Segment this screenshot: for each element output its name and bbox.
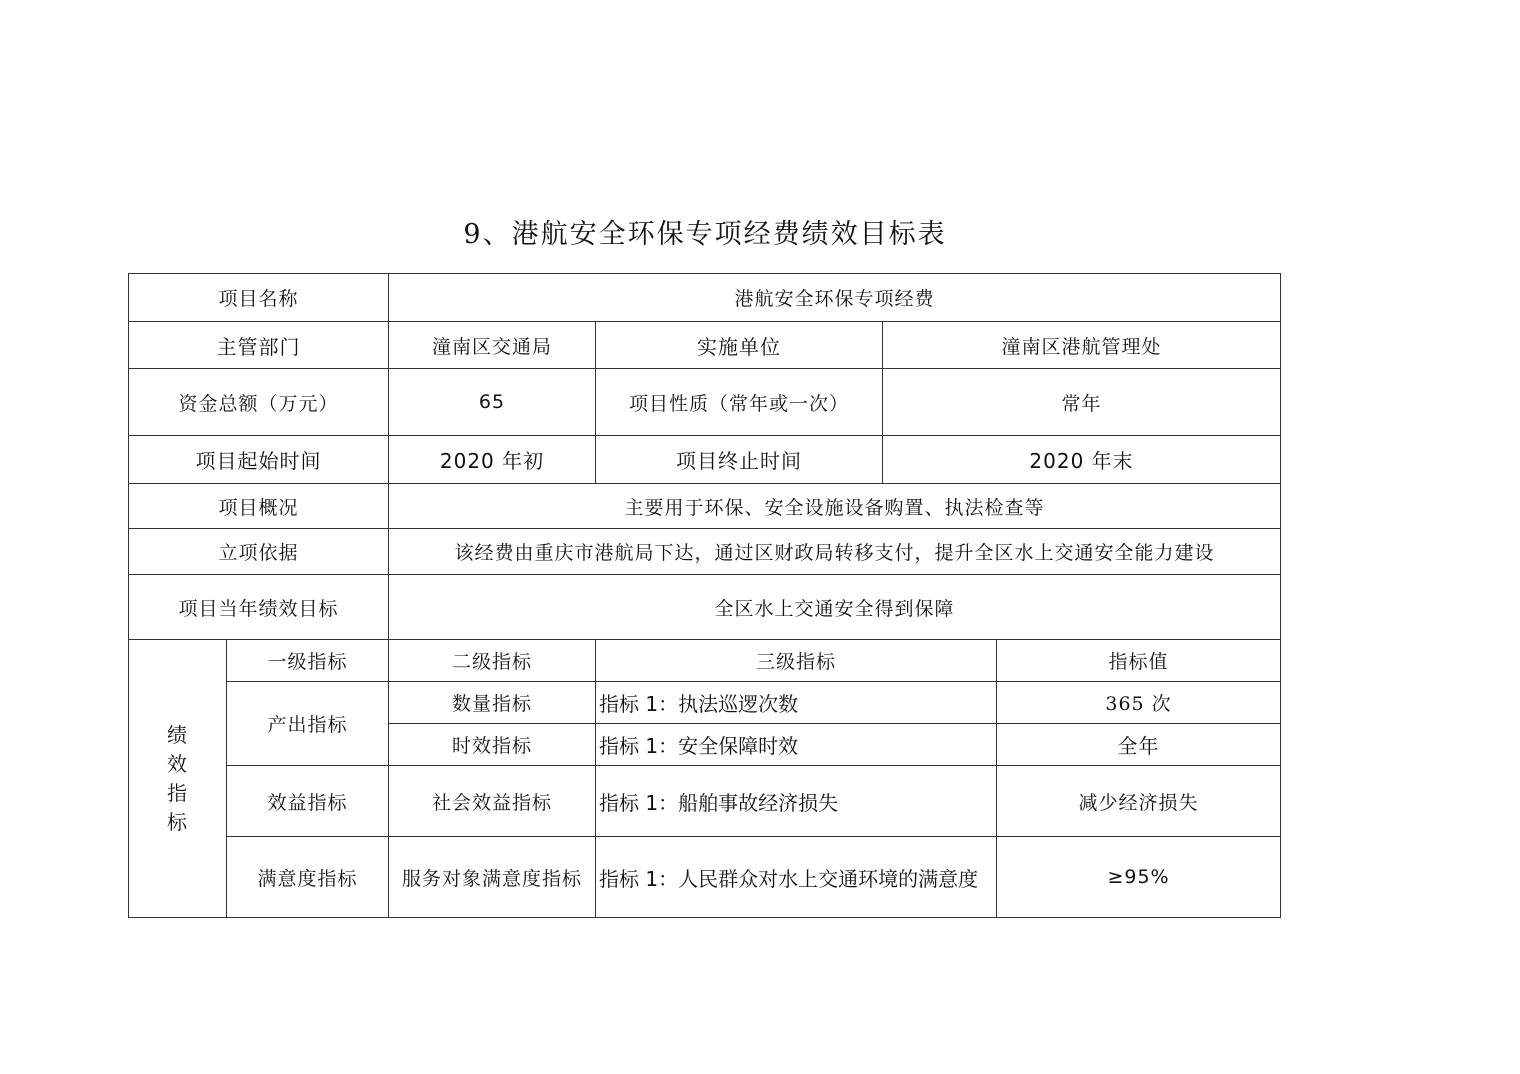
funds-label: 资金总额（万元） [129,369,389,436]
benefit-value: 减少经济损失 [997,766,1281,837]
row-goal [129,575,1281,640]
row-funds [129,369,1281,436]
row-basis [129,529,1281,575]
row-satisfaction [129,837,1281,918]
header-level3: 三级指标 [596,640,997,682]
header-level1: 一级指标 [227,640,389,682]
overview-value: 主要用于环保、安全设施设备购置、执法检查等 [389,484,1281,529]
output-timeliness-level3: 指标 1：安全保障时效 [596,724,997,766]
department-value: 潼南区交通局 [389,322,596,369]
nature-value: 常年 [883,369,1281,436]
row-project-name [129,274,1281,322]
header-level2: 二级指标 [389,640,596,682]
start-time-value: 2020 年初 [389,436,596,484]
start-time-label: 项目起始时间 [129,436,389,484]
page-title: 9、港航安全环保专项经费绩效目标表 [463,219,947,250]
basis-value: 该经费由重庆市港航局下达，通过区财政局转移支付，提升全区水上交通安全能力建设 [389,529,1281,575]
output-indicator-label: 产出指标 [227,682,389,766]
output-timeliness-value: 全年 [997,724,1281,766]
satisfaction-value: ≥95% [997,837,1281,918]
overview-label: 项目概况 [129,484,389,529]
satisfaction-indicator-label: 满意度指标 [227,837,389,918]
row-indicator-headers [129,640,1281,682]
output-timeliness-level2: 时效指标 [389,724,596,766]
section-char: 标 [167,809,188,834]
goal-value: 全区水上交通安全得到保障 [389,575,1281,640]
benefit-level3: 指标 1：船舶事故经济损失 [596,766,997,837]
section-char: 绩 [167,722,188,747]
basis-label: 立项依据 [129,529,389,575]
end-time-label: 项目终止时间 [596,436,883,484]
satisfaction-level2: 服务对象满意度指标 [389,837,596,918]
unit-label: 实施单位 [596,322,883,369]
satisfaction-level3: 指标 1：人民群众对水上交通环境的满意度 [596,837,997,918]
benefit-indicator-label: 效益指标 [227,766,389,837]
row-overview [129,484,1281,529]
row-time [129,436,1281,484]
benefit-level2: 社会效益指标 [389,766,596,837]
unit-value: 潼南区港航管理处 [883,322,1281,369]
header-value: 指标值 [997,640,1281,682]
output-quantity-level3: 指标 1：执法巡逻次数 [596,682,997,724]
nature-label: 项目性质（常年或一次） [596,369,883,436]
section-char: 指 [167,780,188,805]
end-time-value: 2020 年末 [883,436,1281,484]
row-benefit [129,766,1281,837]
funds-value: 65 [389,369,596,436]
output-quantity-value: 365 次 [997,682,1281,724]
performance-indicators-section-label [129,640,227,918]
output-quantity-level2: 数量指标 [389,682,596,724]
section-char: 效 [167,751,188,776]
row-output-quantity [129,682,1281,724]
project-name-value: 港航安全环保专项经费 [389,274,1281,322]
performance-target-table [128,273,1281,918]
project-name-label: 项目名称 [129,274,389,322]
row-department [129,322,1281,369]
department-label: 主管部门 [129,322,389,369]
goal-label: 项目当年绩效目标 [129,575,389,640]
